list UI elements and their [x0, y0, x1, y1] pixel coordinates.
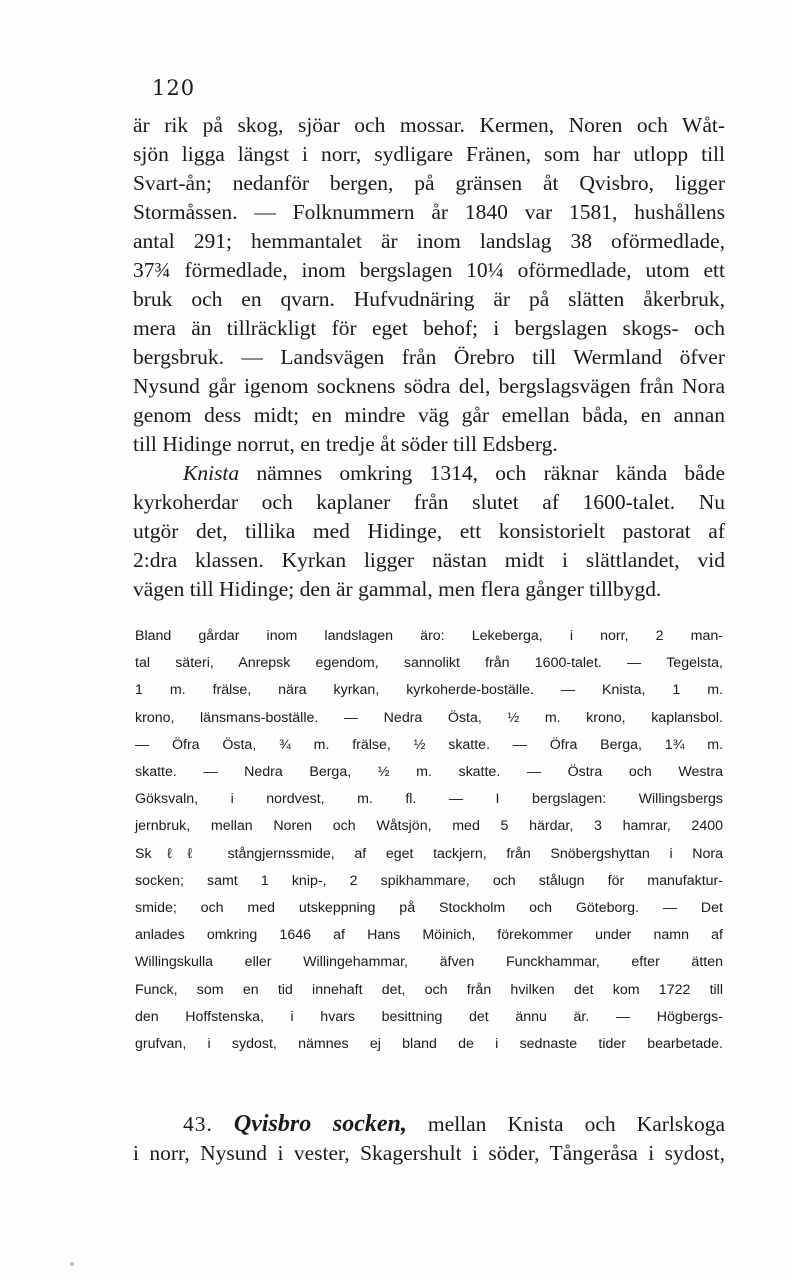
text-line: genom dess midt; en mindre väg går emellan båda, en annan: [133, 403, 725, 427]
small-text-line: jernbruk, mellan Noren och Wåtsjön, med 5 härdar, 3 hamrar, 2400: [135, 818, 723, 835]
small-text-line: smide; och med utskeppning på Stockholm och Göteborg. — Det: [135, 900, 723, 917]
small-text-line: Funck, som en tid innehaft det, och från hvilken det kom 1722 till: [135, 981, 723, 998]
text-line: mera än tillräckligt för eget behof; i bergslagen skogs- och: [133, 316, 725, 340]
section-number: 43.: [183, 1112, 213, 1136]
small-text-line: Willingskulla eller Willingehammar, äfven Funckhammar, efter ätten: [135, 954, 723, 971]
section-43: [133, 1110, 725, 1168]
small-text-line: krono, länsmans-boställe. — Nedra Östa, ½ m. krono, kaplansbol.: [135, 709, 723, 726]
text-line: 2:dra klassen. Kyrkan ligger nästan midt i slättlandet, vid: [133, 548, 725, 572]
text-line: kyrkoherdar och kaplaner från slutet af 1600-talet. Nu: [133, 490, 725, 514]
section-heading-line: [133, 1110, 725, 1139]
main-paragraph: [133, 111, 725, 604]
text-line: sjön ligga längst i norr, sydligare Fränen, som har utlopp till: [133, 142, 725, 166]
small-text-line: anlades omkring 1646 af Hans Möinich, förekommer under namn af: [135, 927, 723, 944]
text-line: till Hidinge norrut, en tredje åt söder till Edsberg.: [133, 432, 558, 456]
small-text-line: tal säteri, Anrepsk egendom, sannolikt från 1600-talet. — Tegelsta,: [135, 655, 723, 672]
text-line: utgör det, tillika med Hidinge, ett konsistorielt pastorat af: [133, 519, 725, 543]
knista-heading: Knista: [183, 461, 240, 485]
farms-paragraph: [135, 623, 723, 1058]
text-line: Nysund går igenom socknens södra del, bergslagsvägen från Nora: [133, 374, 725, 398]
section-title: Qvisbro socken,: [233, 1111, 407, 1137]
small-text-line: socken; samt 1 knip-, 2 spikhammare, och stålugn för manufaktur-: [135, 872, 723, 889]
scan-speck: [70, 1262, 74, 1266]
page-number: 120: [152, 76, 196, 100]
small-text-line: Skℓℓ stångjernssmide, af eget tackjern, från Snöbergshyttan i Nora: [135, 845, 723, 862]
small-text-line: grufvan, i sydost, nämnes ej bland de i sednaste tider bearbetade.: [135, 1036, 723, 1053]
small-text-line: skatte. — Nedra Berga, ½ m. skatte. — Östra och Westra: [135, 764, 723, 781]
small-text-line: Bland gårdar inom landslagen äro: Lekeberga, i norr, 2 man-: [135, 628, 723, 644]
text-line: i norr, Nysund i vester, Skagershult i söder, Tångeråsa i sydost,: [133, 1141, 725, 1165]
text-fragment: mellan Knista och Karlskoga: [427, 1112, 726, 1136]
small-text-line: — Öfra Östa, ¾ m. frälse, ½ skatte. — Öfra Berga, 1¾ m.: [135, 736, 723, 753]
text-line: 37¾ förmedlade, inom bergslagen 10¼ oförmedlade, utom ett: [133, 258, 725, 282]
text-line: är rik på skog, sjöar och mossar. Kermen, Noren och Wåt-: [133, 113, 725, 137]
text-line: bruk och en qvarn. Hufvudnäring är på slätten åkerbruk,: [133, 287, 725, 311]
small-text-line: 1 m. frälse, nära kyrkan, kyrkoherde-boställe. — Knista, 1 m.: [135, 682, 723, 699]
text-line: bergsbruk. — Landsvägen från Örebro till Wermland öfver: [133, 345, 725, 369]
text-line: Svart-ån; nedanför bergen, på gränsen åt Qvisbro, ligger: [133, 171, 725, 195]
small-text-line: den Hoffstenska, i hvars besittning det ännu är. — Högbergs-: [135, 1008, 723, 1025]
text-fragment: nämnes omkring 1314, och räknar kända både: [256, 461, 725, 485]
text-line: Stormåssen. — Folknummern år 1840 var 1581, hushållens: [133, 200, 725, 224]
text-line: antal 291; hemmantalet är inom landslag 38 oförmedlade,: [133, 229, 725, 253]
text-line: vägen till Hidinge; den är gammal, men flera gånger tillbygd.: [133, 577, 662, 601]
knista-paragraph-first-line: [133, 459, 725, 488]
small-text-line: Göksvaln, i nordvest, m. fl. — I bergslagen: Willingsbergs: [135, 791, 723, 808]
